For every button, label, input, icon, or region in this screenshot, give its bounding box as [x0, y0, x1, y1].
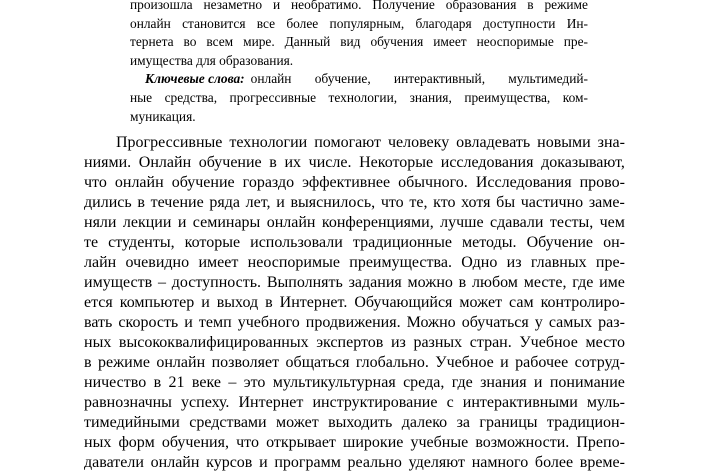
abstract-block	[130, 0, 588, 126]
body-line: те студенты, которые использовали традиционные методы. Обучение он-	[84, 234, 625, 251]
keywords-line	[130, 70, 588, 89]
body-line: ниями. Онлайн обучение в их числе. Некоторые исследования доказывают,	[84, 154, 625, 171]
keywords-line: муникация.	[130, 108, 196, 124]
abstract-line: имущества для образования.	[130, 52, 294, 68]
body-line: в режиме онлайн позволяет общаться глобально. Учебное и рабочее сотруд-	[84, 354, 625, 371]
body-line: ничество в 21 веке – это мультикультурная среда, где знания и понимание	[84, 374, 625, 391]
abstract-line: онлайн становится все более популярным, благодаря доступности Ин-	[130, 15, 588, 31]
body-line: Прогрессивные технологии помогают человеку овладевать новыми зна-	[116, 134, 625, 151]
body-line: ных высококвалифицированных экспертов из разных стран. Учебное место	[84, 334, 625, 351]
abstract-line: произошла незаметно и необратимо. Получение образования в режиме	[130, 0, 588, 12]
body-line: даватели онлайн курсов и программ реально уделяют намного более време-	[84, 454, 625, 471]
body-text	[84, 133, 625, 473]
body-line: что онлайн обучение гораздо эффективнее обычного. Исследования прово-	[84, 174, 625, 191]
body-line: няли лекции и семинары онлайн конференциями, лучше сдавали тесты, чем	[84, 214, 625, 231]
body-line: лайн очевидно имеет неоспоримые преимущества. Одно из главных пре-	[84, 254, 625, 271]
keywords-label: Ключевые слова:	[145, 71, 245, 87]
keywords-text: онлайн обучение, интерактивный, мультимедий-	[250, 71, 588, 87]
body-line: вать скорость и темп учебного продвижения. Можно обучаться у самых раз-	[84, 314, 625, 331]
body-line: ется компьютер и выход в Интернет. Обучающийся может сам контролиро-	[84, 294, 625, 311]
keywords-line: ные средства, прогрессивные технологии, знания, преимущества, ком-	[130, 89, 588, 105]
body-line: ных форм обучения, что открывает широкие учебные возможности. Препо-	[84, 434, 625, 451]
abstract-line: тернета во всем мире. Данный вид обучения имеет неоспоримые пре-	[130, 34, 588, 50]
body-line: дились в течение ряда лет, и выяснилось, что те, кто хотя бы частично заме-	[84, 194, 625, 211]
body-line: имуществ – доступность. Выполнять задания можно в любом месте, где име	[84, 274, 625, 291]
body-line: равнозначны успеху. Интернет инструктирование с интерактивными муль-	[84, 394, 625, 411]
body-line: тимедийными средствами может выходить далеко за границы традицион-	[84, 414, 625, 431]
